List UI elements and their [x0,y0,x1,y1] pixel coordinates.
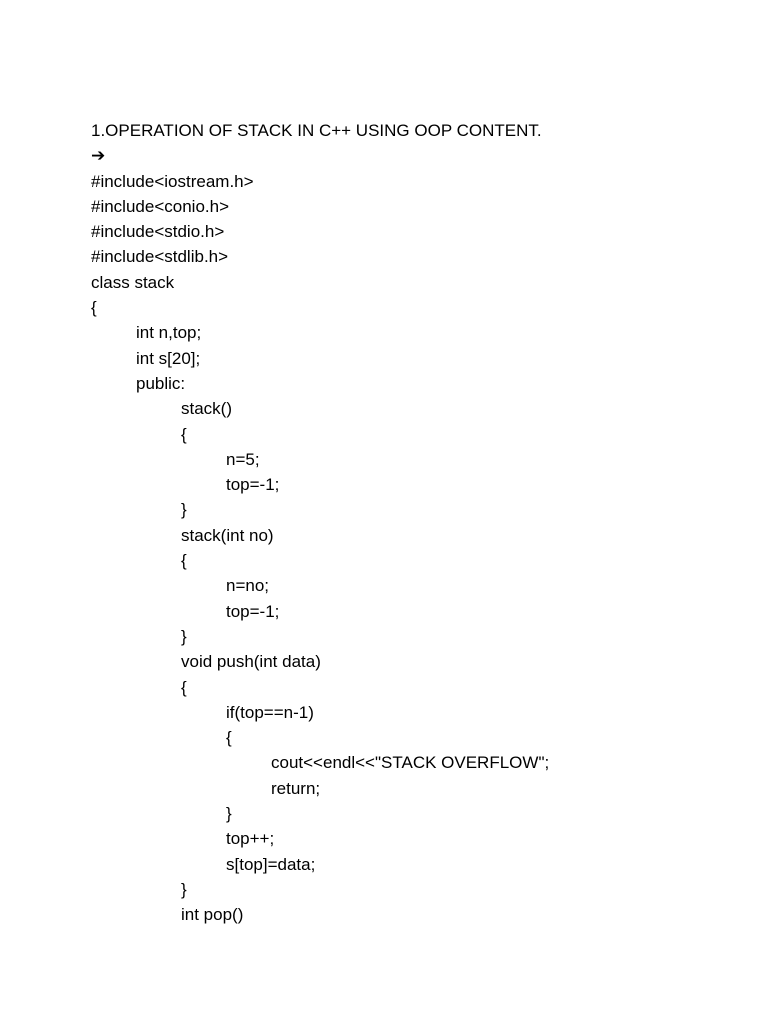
code-line: top=-1; [226,601,280,621]
code-line: top++; [226,829,275,849]
code-line: { [226,728,232,748]
document-body [91,118,741,928]
code-line: { [91,298,97,318]
code-line: { [181,551,187,571]
code-line: } [181,500,187,520]
code-line: #include<stdlib.h> [91,247,229,267]
code-line: { [181,424,187,444]
code-line: #include<iostream.h> [91,171,254,191]
code-line: stack(int no) [181,525,274,545]
code-listing [91,169,741,928]
code-line: stack() [181,399,232,419]
code-line: class stack [91,272,175,292]
code-line: } [181,879,187,899]
code-line: n=no; [226,576,270,596]
code-line: int s[20]; [136,348,201,368]
code-line: public: [136,373,186,393]
code-line: { [181,677,187,697]
code-line: } [226,804,232,824]
code-line: #include<stdio.h> [91,222,225,242]
code-line: int n,top; [136,323,202,343]
code-line: cout<<endl<<"STACK OVERFLOW"; [271,753,550,773]
code-line: return; [271,778,321,798]
document-heading: 1.OPERATION OF STACK IN C++ USING OOP CONTENT. [91,121,542,140]
code-line: void push(int data) [181,652,321,672]
code-line: } [181,626,187,646]
code-line: #include<conio.h> [91,196,230,216]
code-line: if(top==n-1) [226,702,314,722]
code-line: top=-1; [226,475,280,495]
arrow-icon: ➔ [91,146,106,166]
code-line: s[top]=data; [226,854,316,874]
code-line: n=5; [226,449,260,469]
code-line: int pop() [181,905,244,925]
